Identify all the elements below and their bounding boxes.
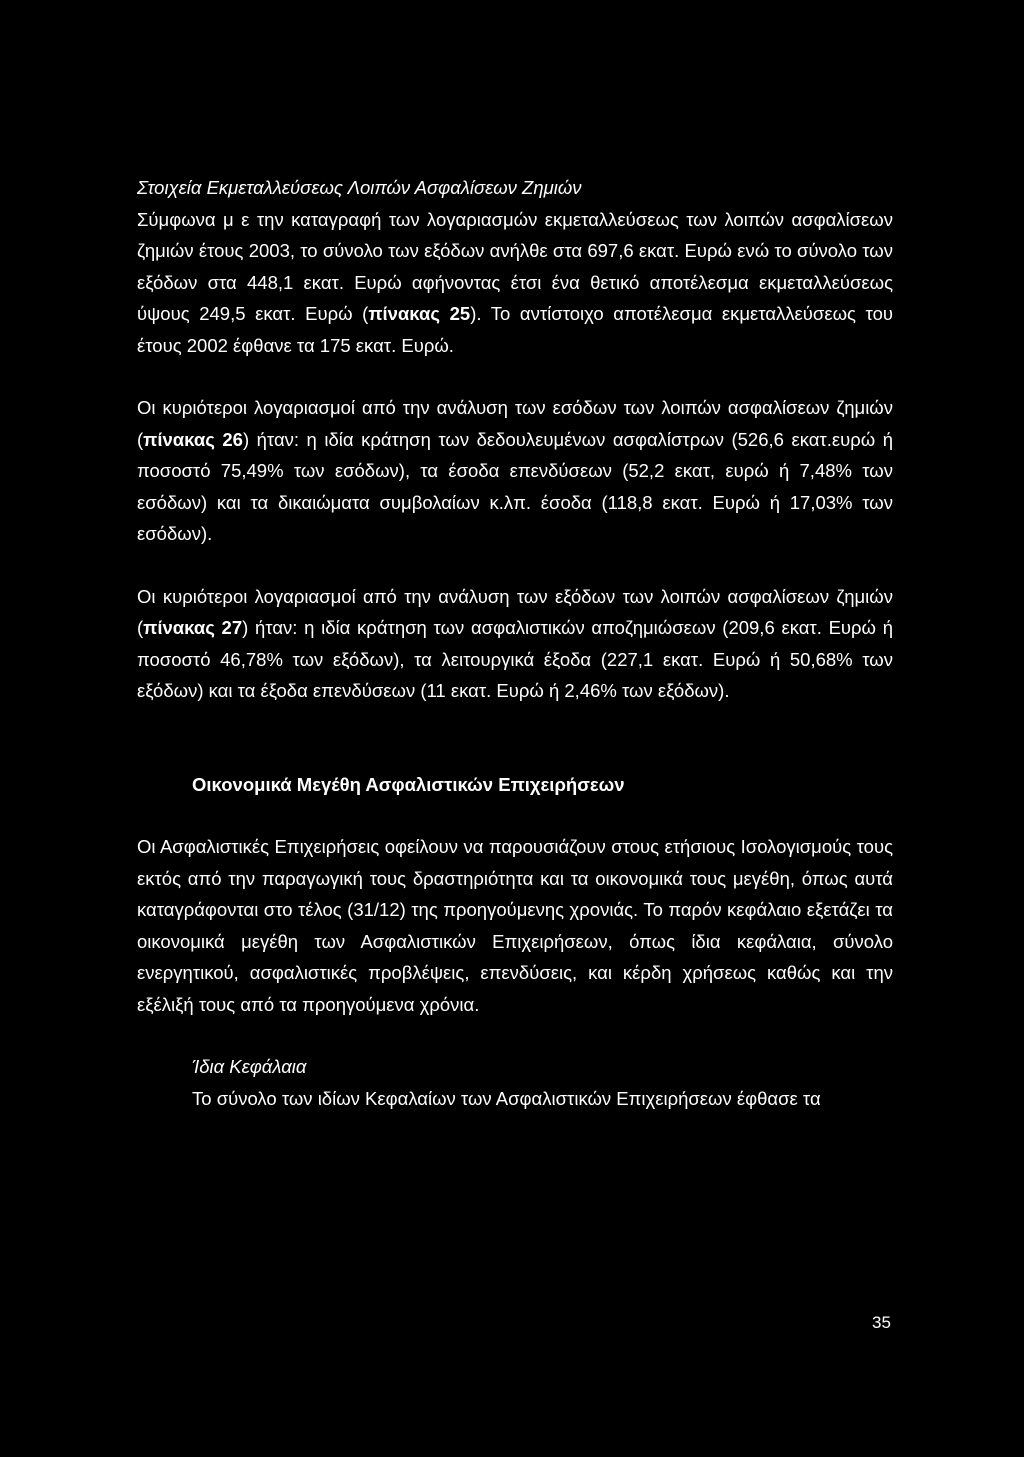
section-heading-loss-insurance: Στοιχεία Εκμεταλλεύσεως Λοιπών Ασφαλίσεων Ζημιών (137, 177, 582, 198)
paragraph-income-accounts (137, 392, 893, 550)
paragraph-text: Οι κυριότεροι λογαριασμοί από την ανάλυση των εσόδων των λοιπών ασφαλίσεων ζημιών ( (137, 397, 893, 450)
paragraph-text: Οι κυριότεροι λογαριασμοί από την ανάλυση των εξόδων των λοιπών ασφαλίσεων ζημιών ( (137, 585, 893, 638)
table-reference: πίνακας 25 (368, 303, 471, 324)
section-heading-financial-figures: Οικονομικά Μεγέθη Ασφαλιστικών Επιχειρήσεων (192, 773, 625, 795)
paragraph-text: ) ήταν: η ιδία κράτηση των δεδουλευμένων ασφαλίστρων (526,6 εκατ.ευρώ ή ποσοστό 75,49% των εσόδων), τα έσοδα επενδύσεων (52,2 εκατ, ευρώ ή 7,48% των εσόδων) και τα δικαιώματα συμβολαίων κ.λπ. έσοδα (118,8 εκατ. Ευρώ ή 17,03% των εσόδων). (137, 428, 893, 544)
paragraph-text: ) ήταν: η ιδία κράτηση των ασφαλιστικών αποζημιώσεων (209,6 εκατ. Ευρώ ή ποσοστό 46,78% των εξόδων), τα λειτουργικά έξοδα (227,1 εκατ. Ευρώ ή 50,68% των εξόδων) και τα έξοδα επενδύσεων (11 εκατ. Ευρώ ή 2,46% των εξόδων). (137, 617, 893, 701)
page-number: 35 (872, 1313, 891, 1332)
paragraph-expense-accounts (137, 581, 893, 707)
paragraph-text: ). Το αντίστοιχο αποτέλεσμα εκμεταλλεύσεως του έτους 2002 έφθανε τα 175 εκατ. Ευρώ. (137, 303, 893, 356)
paragraph-operating-results (137, 204, 893, 362)
table-reference: πίνακας 26 (143, 428, 243, 450)
table-reference: πίνακας 27 (143, 617, 243, 638)
paragraph-financial-figures-intro: Οι Ασφαλιστικές Επιχειρήσεις οφείλουν να παρουσιάζουν στους ετήσιους Ισολογισμούς τους εκτός από την παραγωγική τους δραστηριότητα και τα οικονομικά τους μεγέθη, όπως αυτά καταγράφονται στο τέλος (31/12) της προηγούμενης χρονιάς. Το παρόν κεφάλαιο εξετάζει τα οικονομικά μεγέθη των Ασφαλιστικών Επιχειρήσεων, όπως ίδια κεφάλαια, σύνολο ενεργητικού, ασφαλιστικές προβλέψεις, επενδύσεις, και κέρδη χρήσεως καθώς και την εξέλιξή τους από τα προηγούμενα χρόνια. (137, 836, 893, 1015)
document-body (137, 172, 893, 1114)
subsection-heading-equity: Ίδια Κεφάλαια (192, 1056, 307, 1077)
paragraph-text: Σύμφωνα μ ε την καταγραφή των λογαριασμών εκμεταλλεύσεως των λοιπών ασφαλίσεων ζημιών έτους 2003, το σύνολο των εξόδων ανήλθε στα 697,6 εκατ. Ευρώ ενώ το σύνολο των εξόδων στα 448,1 εκατ. Ευρώ αφήνοντας έτσι ένα θετικό αποτέλεσμα εκμεταλλεύσεως ύψους 249,5 εκατ. Ευρώ ( (137, 208, 893, 324)
paragraph-equity: Το σύνολο των ιδίων Κεφαλαίων των Ασφαλιστικών Επιχειρήσεων έφθασε τα (192, 1087, 821, 1109)
